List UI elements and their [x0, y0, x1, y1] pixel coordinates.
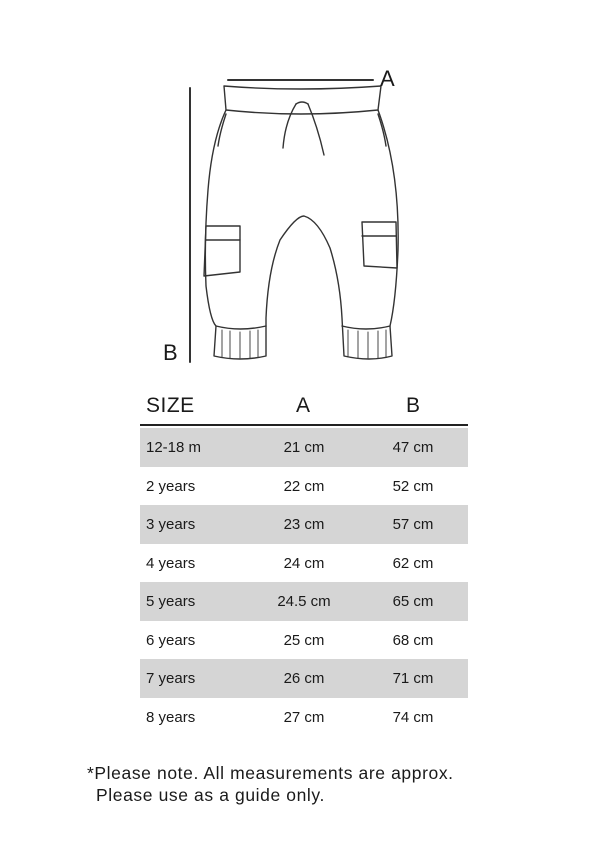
b-cell: 68 cm: [392, 631, 434, 649]
table-row: [140, 582, 468, 621]
drawstring-right: [308, 104, 324, 155]
pants-illustration: [0, 0, 600, 380]
b-cell: 71 cm: [392, 670, 434, 687]
size-cell: 4 years: [146, 554, 196, 572]
b-cell: 62 cm: [392, 554, 434, 572]
size-cell: 12-18 m: [146, 439, 202, 456]
table-header: [140, 390, 468, 426]
size-cell: 6 years: [146, 631, 196, 649]
a-cell: 21 cm: [283, 439, 325, 456]
note-line-2: Please use as a guide only.: [96, 785, 325, 805]
b-cell: 47 cm: [392, 439, 434, 456]
drawstring-left: [283, 104, 296, 148]
a-cell: 23 cm: [283, 516, 325, 533]
a-cell: 26 cm: [283, 670, 325, 687]
table-row: [140, 467, 468, 506]
size-cell: 2 years: [146, 477, 196, 495]
table-row: [140, 621, 468, 660]
measurement-label-a: A: [380, 66, 395, 91]
table-body: [140, 428, 468, 736]
size-chart-table: [140, 390, 468, 736]
b-cell: 65 cm: [392, 593, 434, 610]
waistband: [224, 86, 381, 114]
cargo-pocket-right: [362, 222, 397, 268]
measurement-note: [87, 762, 454, 806]
note-line-1: *Please note. All measurements are approx.: [87, 763, 454, 783]
cuff-right: [342, 326, 390, 329]
b-cell: 52 cm: [392, 477, 434, 495]
header-b: B: [406, 394, 421, 417]
b-cell: 74 cm: [392, 708, 434, 726]
table-row: [140, 698, 468, 737]
size-cell: 3 years: [146, 516, 196, 533]
pants-outline: [205, 110, 398, 359]
size-cell: 8 years: [146, 708, 196, 726]
table-row: [140, 544, 468, 583]
a-cell: 24 cm: [283, 554, 325, 572]
a-cell: 25 cm: [283, 631, 325, 649]
a-cell: 22 cm: [283, 477, 325, 495]
measurement-label-b: B: [163, 340, 178, 365]
table-row: [140, 659, 468, 698]
table-row: [140, 428, 468, 467]
table-row: [140, 505, 468, 544]
cuff-left: [216, 326, 266, 329]
header-size: SIZE: [146, 394, 195, 417]
header-a: A: [296, 394, 311, 417]
size-cell: 5 years: [146, 593, 196, 610]
b-cell: 57 cm: [392, 516, 434, 533]
a-cell: 27 cm: [283, 708, 325, 726]
cargo-pocket-left: [204, 226, 240, 276]
size-cell: 7 years: [146, 670, 196, 687]
a-cell: 24.5 cm: [277, 593, 331, 610]
